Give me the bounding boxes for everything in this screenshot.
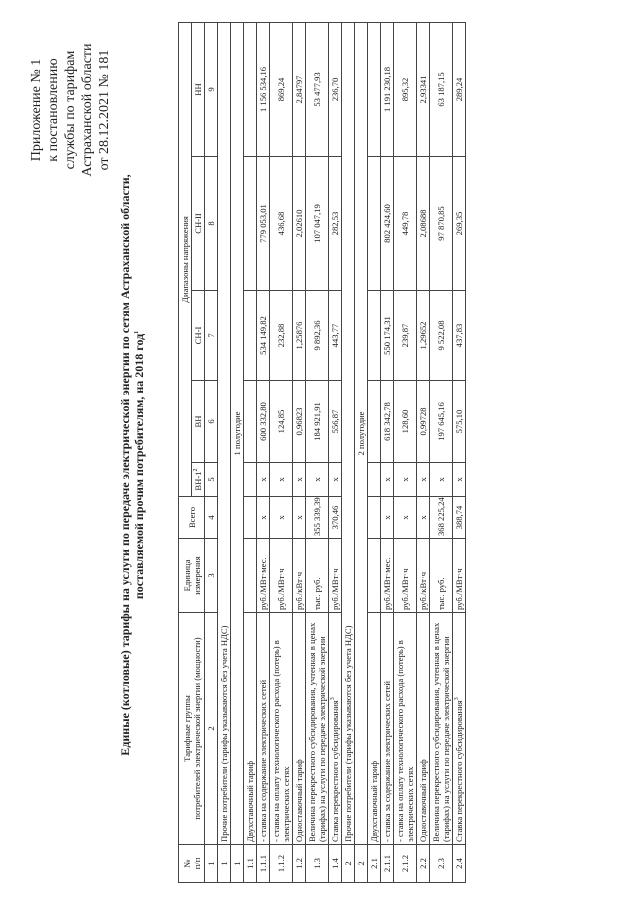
tariff-group-text: Ставка перекрестного субсидирования: [330, 700, 340, 842]
sn1-cell: 9 892,36: [306, 291, 329, 381]
header-group-line1: Тарифные группы: [181, 695, 192, 762]
section-label: [342, 22, 355, 844]
vn1-cell: х: [394, 463, 417, 497]
row-number: 2: [342, 845, 355, 883]
row-number: 1: [218, 845, 231, 883]
tariff-group-name: [293, 613, 306, 845]
row-number: 2.1.2: [394, 845, 417, 883]
total-cell: х: [417, 497, 430, 539]
unit-cell: руб./МВт·ч: [270, 539, 293, 613]
total-cell: [244, 497, 257, 539]
sn2-cell: 449,78: [394, 157, 417, 291]
title-line: [132, 65, 146, 865]
row-number: 1.1.2: [270, 845, 293, 883]
nn-cell: 63 187,15: [430, 22, 453, 156]
column-number: 6: [205, 381, 218, 463]
table-row: [453, 22, 466, 882]
section-label-text: Прочие потребители (тарифы указываются без учета НДС): [219, 625, 229, 842]
tariff-group-name: [257, 613, 270, 845]
column-number: 2: [205, 613, 218, 845]
unit-cell: руб./МВт·мес.: [381, 539, 394, 613]
tariff-group-text: Одноставочный тариф: [294, 759, 304, 842]
table-row: [244, 22, 257, 882]
appendix-line: к постановлению: [46, 58, 61, 162]
tariff-group-text: - ставка на оплату технологического расхода (потерь) в электрических сетях: [395, 640, 415, 842]
unit-cell: руб./МВт·ч: [329, 539, 342, 613]
tariff-group-name: [394, 613, 417, 845]
vn-cell: 556,87: [329, 381, 342, 463]
vn1-cell: х: [257, 463, 270, 497]
vn1-cell: [368, 463, 381, 497]
nn-cell: 289,24: [453, 22, 466, 156]
header-no: [179, 845, 205, 883]
unit-cell: [244, 539, 257, 613]
unit-cell: руб./кВт·ч: [293, 539, 306, 613]
vn1-cell: х: [453, 463, 466, 497]
sn1-cell: 9 522,08: [430, 291, 453, 381]
vn-cell: 124,85: [270, 381, 293, 463]
column-number: 9: [205, 22, 218, 156]
total-cell: 388,74: [453, 497, 466, 539]
table-header: [179, 22, 218, 882]
total-cell: х: [394, 497, 417, 539]
sn1-cell: 437,83: [453, 291, 466, 381]
header-no-line1: №: [181, 859, 192, 868]
title-line: Единые (котловые) тарифы на услуги по передаче электрической энергии по сетям Астраханской области,: [118, 174, 132, 756]
total-cell: [368, 497, 381, 539]
table-row: [329, 22, 342, 882]
unit-cell: руб./МВт·ч: [453, 539, 466, 613]
header-vn1-label: ВН-1: [193, 471, 203, 491]
sn2-cell: 2,02610: [293, 157, 306, 291]
appendix-line: Приложение № 1: [29, 58, 44, 162]
sn2-cell: [368, 157, 381, 291]
row-number: 1.3: [306, 845, 329, 883]
row-number: 1.1.1: [257, 845, 270, 883]
vn1-cell: [244, 463, 257, 497]
sn2-cell: 269,35: [453, 157, 466, 291]
vn-cell: 0,96823: [293, 381, 306, 463]
column-number: 7: [205, 291, 218, 381]
tariff-group-name: [270, 613, 293, 845]
table-body: [218, 22, 466, 882]
total-cell: х: [381, 497, 394, 539]
tariff-group-name: [381, 613, 394, 845]
total-cell: х: [257, 497, 270, 539]
sn2-cell: 282,53: [329, 157, 342, 291]
tariff-group-name: [306, 613, 329, 845]
tariff-group-text: - ставка на содержание электрических сетей: [258, 679, 268, 842]
tariff-group-text: Ставка перекрестного субсидирования: [454, 700, 464, 842]
column-number: 8: [205, 157, 218, 291]
column-number: 3: [205, 539, 218, 613]
header-vn1: [192, 463, 205, 497]
nn-cell: [244, 22, 257, 156]
title-line-text: поставляемой прочим потребителям, на 2018 год: [132, 333, 146, 600]
table-row: [257, 22, 270, 882]
appendix-line: службы по тарифам: [63, 50, 78, 170]
section-label-text: Прочие потребители (тарифы указываются без учета НДС): [343, 625, 353, 842]
document-title: [118, 65, 146, 865]
table-row: [293, 22, 306, 882]
sn1-cell: 1,29652: [417, 291, 430, 381]
vn1-cell: х: [306, 463, 329, 497]
column-number: 5: [205, 463, 218, 497]
unit-cell: тыс. руб.: [430, 539, 453, 613]
header-group-line2: потребителей электрической энергии (мощности): [191, 637, 202, 820]
header-sn1: СН-I: [192, 291, 205, 381]
row-number: 2.1.1: [381, 845, 394, 883]
header-unit: [179, 539, 205, 613]
footnote-mark: 1: [134, 330, 140, 334]
vn1-cell: х: [381, 463, 394, 497]
row-number: 1.4: [329, 845, 342, 883]
nn-cell: 2,93341: [417, 22, 430, 156]
row-number: 2.2: [417, 845, 430, 883]
vn-cell: 575,10: [453, 381, 466, 463]
vn-cell: 184 921,91: [306, 381, 329, 463]
sn1-cell: [368, 291, 381, 381]
sn2-cell: 97 870,85: [430, 157, 453, 291]
half-year-row: [231, 22, 244, 882]
sn2-cell: 2,08688: [417, 157, 430, 291]
tariff-group-name: [453, 613, 466, 845]
nn-cell: 895,32: [394, 22, 417, 156]
sn1-cell: 550 174,31: [381, 291, 394, 381]
section-label: [218, 22, 231, 844]
header-unit-line1: Единица: [181, 559, 192, 592]
unit-cell: [368, 539, 381, 613]
tariff-group-text: - ставка на оплату технологического расхода (потерь) в электрических сетях: [271, 640, 291, 842]
table-row: [394, 22, 417, 882]
total-cell: 370,46: [329, 497, 342, 539]
tariff-group-name: [430, 613, 453, 845]
header-voltage: Диапазоны напряжения: [179, 22, 192, 496]
vn1-cell: х: [430, 463, 453, 497]
header-nn: НН: [192, 22, 205, 156]
header-unit-line2: измерения: [191, 556, 202, 595]
header-vn: ВН: [192, 381, 205, 463]
vn1-cell: х: [329, 463, 342, 497]
nn-cell: 1 191 230,18: [381, 22, 394, 156]
vn1-cell: х: [270, 463, 293, 497]
vn1-cell: х: [417, 463, 430, 497]
section-row: [218, 22, 231, 882]
unit-cell: руб./кВт·ч: [417, 539, 430, 613]
unit-cell: тыс. руб.: [306, 539, 329, 613]
unit-cell: руб./МВт·ч: [394, 539, 417, 613]
half-year-row: [355, 22, 368, 882]
tariff-group-text: Двухставочный тариф: [369, 760, 379, 842]
sn2-cell: 779 053,01: [257, 157, 270, 291]
tariff-group-name: [368, 613, 381, 845]
tariff-group-text: Величина перекрестного субсидирования, учтенная в ценах (тарифах) на услуги по передаче электрической энергии: [431, 622, 451, 842]
nn-cell: [368, 22, 381, 156]
row-number: 1.2: [293, 845, 306, 883]
nn-cell: 53 477,93: [306, 22, 329, 156]
sn1-cell: 534 149,82: [257, 291, 270, 381]
appendix-line: от 28.12.2021 № 181: [97, 49, 112, 171]
table-row: [368, 22, 381, 882]
sn2-cell: 802 424,60: [381, 157, 394, 291]
tariff-group-name: [244, 613, 257, 845]
total-cell: 355 339,39: [306, 497, 329, 539]
column-number: 4: [205, 497, 218, 539]
sn1-cell: 1,25876: [293, 291, 306, 381]
appendix-line: Астраханской области: [80, 43, 95, 177]
nn-cell: 236,70: [329, 22, 342, 156]
vn-cell: 128,60: [394, 381, 417, 463]
header-sn2: СН-II: [192, 157, 205, 291]
vn-cell: 197 645,16: [430, 381, 453, 463]
total-cell: х: [293, 497, 306, 539]
table-row: [270, 22, 293, 882]
tariff-group-name: [417, 613, 430, 845]
sn2-cell: [244, 157, 257, 291]
tariff-group-name: [329, 613, 342, 845]
sn1-cell: 443,77: [329, 291, 342, 381]
sn2-cell: 107 047,19: [306, 157, 329, 291]
nn-cell: 869,24: [270, 22, 293, 156]
row-number: 2.4: [453, 845, 466, 883]
tariff-group-text: Одноставочный тариф: [418, 759, 428, 842]
row-number: 2: [355, 845, 368, 883]
table-row: [306, 22, 329, 882]
unit-cell: руб./МВт·мес.: [257, 539, 270, 613]
half-year-label: 1 полугодие: [231, 22, 244, 844]
vn-cell: 600 332,80: [257, 381, 270, 463]
header-group: [179, 613, 205, 845]
column-number: 1: [205, 845, 218, 883]
total-cell: 368 225,24: [430, 497, 453, 539]
appendix-block: [28, 15, 113, 205]
row-number: 2.1: [368, 845, 381, 883]
table-row: [381, 22, 394, 882]
vn-cell: [244, 381, 257, 463]
sn1-cell: [244, 291, 257, 381]
row-number: 2.3: [430, 845, 453, 883]
tariff-group-text: Величина перекрестного субсидирования, учтенная в ценах (тарифах) на услуги по передаче электрической энергии: [307, 622, 327, 842]
total-cell: х: [270, 497, 293, 539]
nn-cell: 1 156 534,16: [257, 22, 270, 156]
half-year-label: 2 полугодие: [355, 22, 368, 844]
nn-cell: 2,84797: [293, 22, 306, 156]
footnote-mark: 3: [454, 697, 461, 701]
table-row: [417, 22, 430, 882]
vn-cell: [368, 381, 381, 463]
sn1-cell: 232,88: [270, 291, 293, 381]
footnote-mark: 3: [330, 697, 337, 701]
footnote-mark: 2: [193, 468, 200, 472]
vn-cell: 618 342,78: [381, 381, 394, 463]
header-no-line2: п/п: [191, 857, 202, 870]
sn1-cell: 239,87: [394, 291, 417, 381]
vn-cell: 0,99728: [417, 381, 430, 463]
tariff-table: [178, 22, 466, 883]
row-number: 1: [231, 845, 244, 883]
table-row: [430, 22, 453, 882]
header-total: Всего: [179, 497, 205, 539]
row-number: 1.1: [244, 845, 257, 883]
tariff-group-text: Двухставочный тариф: [245, 760, 255, 842]
section-row: [342, 22, 355, 882]
sn2-cell: 436,68: [270, 157, 293, 291]
tariff-group-text: - ставка за содержание электрических сетей: [382, 681, 392, 842]
vn1-cell: х: [293, 463, 306, 497]
